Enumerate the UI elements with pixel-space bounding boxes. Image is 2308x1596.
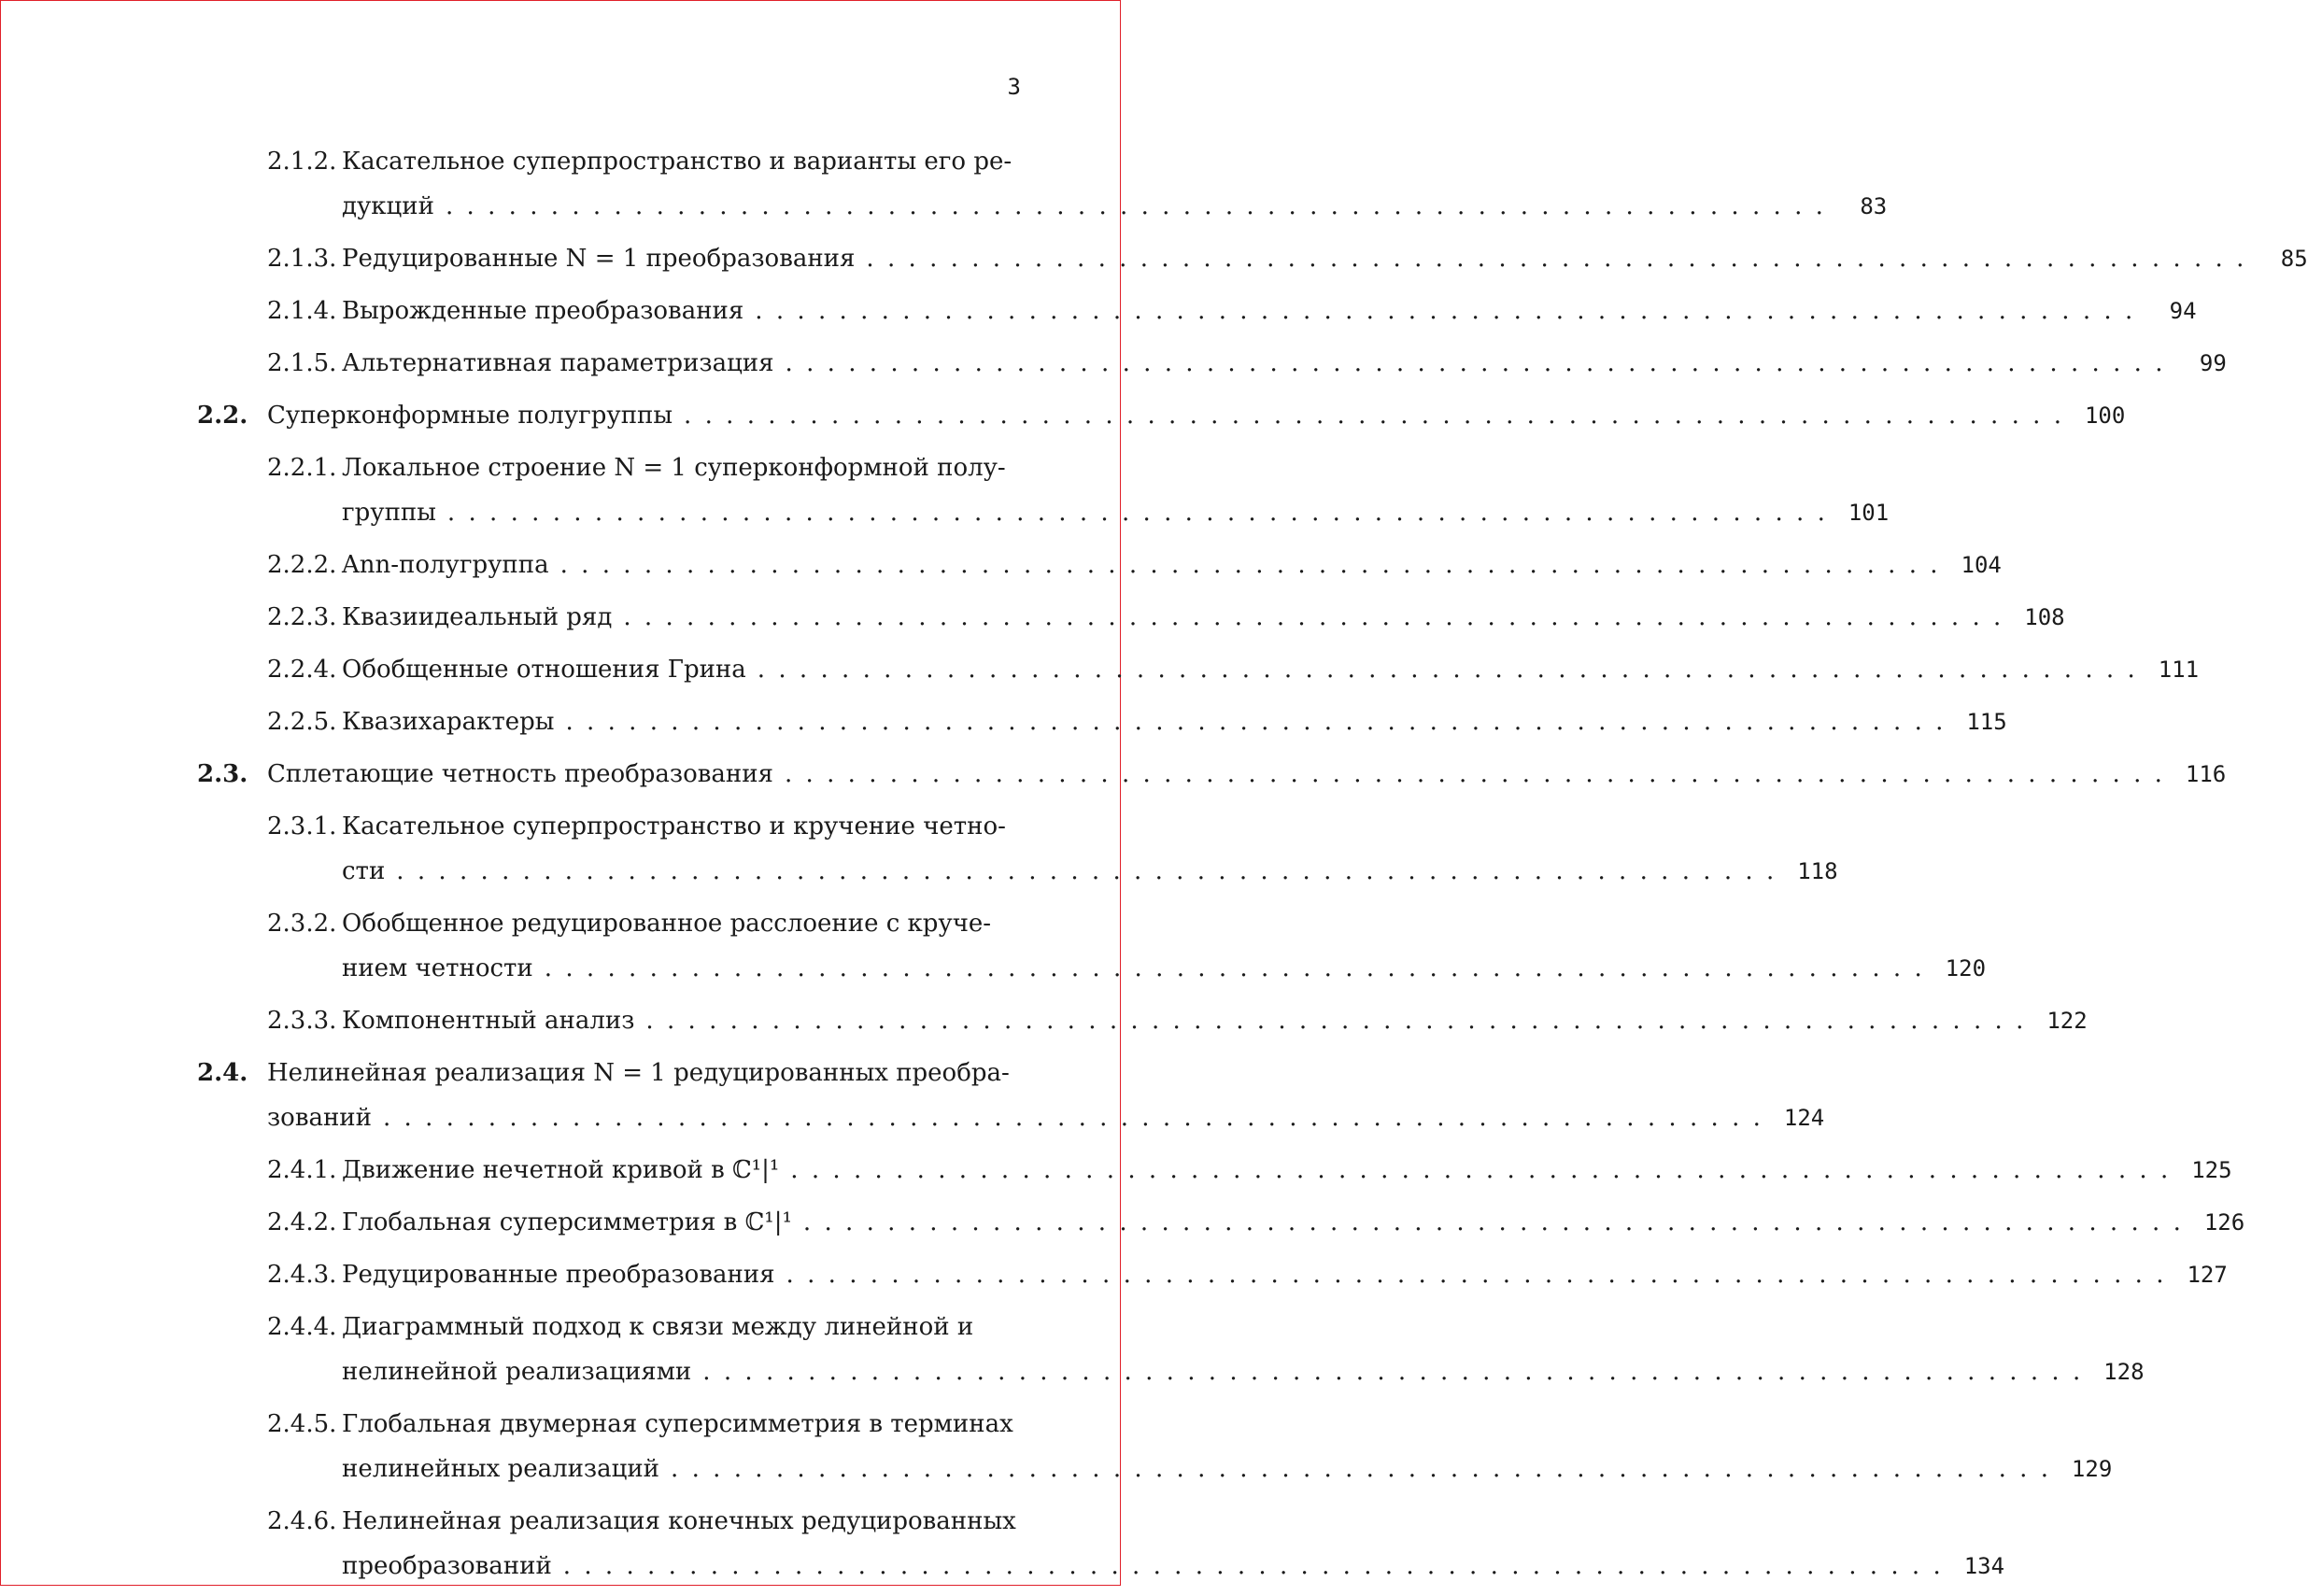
- toc-entry-page: 94: [2169, 298, 2197, 324]
- toc-entry-number: 2.4.4.: [267, 1313, 337, 1341]
- toc-entry-page: 125: [2191, 1157, 2232, 1183]
- toc-entry-title: Нелинейная реализация конечных редуцированных: [342, 1507, 1016, 1535]
- dot-leader: ..................................................................: [684, 402, 2075, 430]
- toc-entry-page: 134: [1963, 1553, 2005, 1579]
- toc-entry-title: Диаграммный подход к связи между линейной и: [342, 1313, 974, 1341]
- dot-leader: ..................................................................: [565, 708, 1957, 736]
- toc-entry-number: 2.1.2.: [267, 148, 337, 176]
- toc-entry-number: 2.2.3.: [267, 603, 337, 631]
- toc-entry-page: 122: [2046, 1008, 2088, 1034]
- toc-entry[interactable]: [197, 139, 1888, 229]
- page-number: 3: [1007, 74, 1021, 100]
- toc-section-number: 2.4.: [197, 1059, 248, 1087]
- toc-entry-title-cont: нием четности: [342, 954, 533, 982]
- toc-entry-page: 108: [2024, 604, 2065, 630]
- toc-entry-title: Вырожденные преобразования: [342, 297, 744, 325]
- toc-entry-page: 104: [1961, 552, 2002, 578]
- toc-entry-number: 2.2.5.: [267, 708, 337, 736]
- toc-entry-page: 120: [1945, 955, 1987, 982]
- toc-entry-title-cont: нелинейной реализациями: [342, 1358, 692, 1386]
- toc-entry-number: 2.4.5.: [267, 1410, 337, 1438]
- toc-entry[interactable]: [197, 1148, 2232, 1193]
- toc-entry-title-cont: нелинейных реализаций: [342, 1455, 659, 1483]
- toc-section-title: Сплетающие четность преобразования: [267, 760, 773, 788]
- toc-entry-page: 101: [1848, 500, 1890, 526]
- toc-entry-title-cont: сти: [342, 857, 386, 885]
- toc-entry[interactable]: [197, 1200, 2245, 1245]
- dot-leader: ..................................................................: [446, 499, 1839, 527]
- toc-entry-title: Локальное строение N = 1 суперконформной полу-: [342, 454, 1006, 482]
- toc-entry-number: 2.2.4.: [267, 656, 337, 684]
- toc-entry-page: 83: [1860, 193, 1888, 219]
- toc-section[interactable]: [197, 393, 2126, 438]
- toc-entry-number: 2.1.5.: [267, 349, 337, 377]
- toc-entry[interactable]: [197, 647, 2200, 692]
- toc-entry-title: Касательное суперпространство и варианты его ре-: [342, 148, 1012, 176]
- toc-entry-page: 115: [1966, 709, 2007, 735]
- toc-entry-title: Ann-полугруппа: [342, 551, 549, 579]
- toc-section-page: 124: [1783, 1105, 1825, 1131]
- dot-leader: ..................................................................: [559, 551, 1951, 579]
- toc-entry-title-cont: преобразований: [342, 1552, 552, 1580]
- toc-section-number: 2.2.: [197, 402, 248, 430]
- toc-entry[interactable]: [197, 1499, 2005, 1589]
- dot-leader: ..................................................................: [757, 656, 2149, 684]
- dot-leader: ..................................................................: [396, 857, 1788, 885]
- toc-entry-page: 128: [2103, 1359, 2145, 1385]
- toc-entry[interactable]: [197, 901, 1987, 991]
- dot-leader: ..................................................................: [623, 603, 2015, 631]
- toc-entry-title: Редуцированные N = 1 преобразования: [342, 245, 856, 273]
- toc-entry[interactable]: [197, 236, 2308, 281]
- toc-entry[interactable]: [197, 699, 2007, 744]
- toc-entry-page: 85: [2280, 246, 2308, 272]
- toc-entry[interactable]: [197, 543, 2002, 587]
- toc-entry[interactable]: [197, 998, 2088, 1043]
- toc-section-number: 2.3.: [197, 760, 248, 788]
- toc-entry-page: 129: [2071, 1456, 2113, 1482]
- toc-entry[interactable]: [197, 1402, 2113, 1491]
- toc-entry-title: Редуцированные преобразования: [342, 1261, 775, 1289]
- toc-entry-title: Компонентный анализ: [342, 1007, 635, 1035]
- toc-section-page: 100: [2084, 403, 2126, 429]
- toc-section-title: Суперконформные полугруппы: [267, 402, 673, 430]
- toc-entry-title: Касательное суперпространство и кручение четно-: [342, 812, 1006, 840]
- toc-section[interactable]: [197, 752, 2227, 797]
- dot-leader: ..................................................................: [702, 1358, 2094, 1386]
- toc-entry-page: 111: [2158, 657, 2200, 683]
- dot-leader: ..................................................................: [445, 192, 1837, 220]
- toc-entry[interactable]: [197, 1252, 2228, 1297]
- toc-entry-number: 2.4.1.: [267, 1156, 337, 1184]
- toc-entry-title: Глобальная суперсимметрия в ℂ¹|¹: [342, 1208, 792, 1236]
- toc-section-page: 116: [2185, 761, 2227, 787]
- toc-entry[interactable]: [197, 804, 1838, 894]
- toc-entry-title: Обобщенные отношения Грина: [342, 656, 746, 684]
- toc-entry-title-cont: группы: [342, 499, 436, 527]
- toc-entry-number: 2.4.2.: [267, 1208, 337, 1236]
- dot-leader: ..................................................................: [786, 1261, 2177, 1289]
- toc-entry-title: Глобальная двумерная суперсимметрия в терминах: [342, 1410, 1013, 1438]
- toc-entry-title: Обобщенное редуцированное расслоение с круче-: [342, 910, 992, 938]
- toc-entry-title: Движение нечетной кривой в ℂ¹|¹: [342, 1156, 780, 1184]
- toc-entry-page: 99: [2199, 350, 2227, 376]
- dot-leader: ..................................................................: [784, 760, 2176, 788]
- toc-entry-title: Альтернативная параметризация: [342, 349, 774, 377]
- toc-entry-number: 2.3.2.: [267, 910, 337, 938]
- dot-leader: ..................................................................: [562, 1552, 1955, 1580]
- toc-section-title-cont: зований: [267, 1104, 372, 1132]
- dot-leader: ..................................................................: [671, 1455, 2062, 1483]
- dot-leader: ..................................................................: [790, 1156, 2182, 1184]
- dot-leader: ..................................................................: [382, 1104, 1775, 1132]
- toc-entry-title-cont: дукций: [342, 192, 434, 220]
- toc-entry-number: 2.1.3.: [267, 245, 337, 273]
- toc-entry[interactable]: [197, 595, 2065, 640]
- toc-entry-number: 2.3.1.: [267, 812, 337, 840]
- toc-section[interactable]: [197, 1051, 1825, 1140]
- toc-entry-title: Квазихарактеры: [342, 708, 555, 736]
- dot-leader: ..................................................................: [866, 245, 2258, 273]
- toc-entry-number: 2.4.3.: [267, 1261, 337, 1289]
- toc-entry-number: 2.4.6.: [267, 1507, 337, 1535]
- toc-entry-title: Квазиидеальный ряд: [342, 603, 613, 631]
- toc-entry[interactable]: [197, 445, 1890, 535]
- dot-leader: ..................................................................: [785, 349, 2176, 377]
- toc-entry-number: 2.2.1.: [267, 454, 337, 482]
- toc-entry-page: 126: [2203, 1209, 2245, 1236]
- toc-entry-number: 2.1.4.: [267, 297, 337, 325]
- table-of-contents: [197, 139, 2308, 1596]
- toc-entry-number: 2.3.3.: [267, 1007, 337, 1035]
- toc-entry-page: 127: [2187, 1262, 2228, 1288]
- dot-leader: ..................................................................: [802, 1208, 2195, 1236]
- dot-leader: ..................................................................: [544, 954, 1936, 982]
- toc-entry[interactable]: [197, 1305, 2145, 1394]
- toc-entry-number: 2.2.2.: [267, 551, 337, 579]
- toc-entry[interactable]: [197, 289, 2197, 333]
- toc-entry[interactable]: [197, 341, 2227, 386]
- toc-section-title: Нелинейная реализация N = 1 редуцированных преобра-: [267, 1059, 1010, 1087]
- dot-leader: ..................................................................: [755, 297, 2146, 325]
- dot-leader: ..................................................................: [645, 1007, 2037, 1035]
- toc-entry-page: 118: [1797, 858, 1838, 884]
